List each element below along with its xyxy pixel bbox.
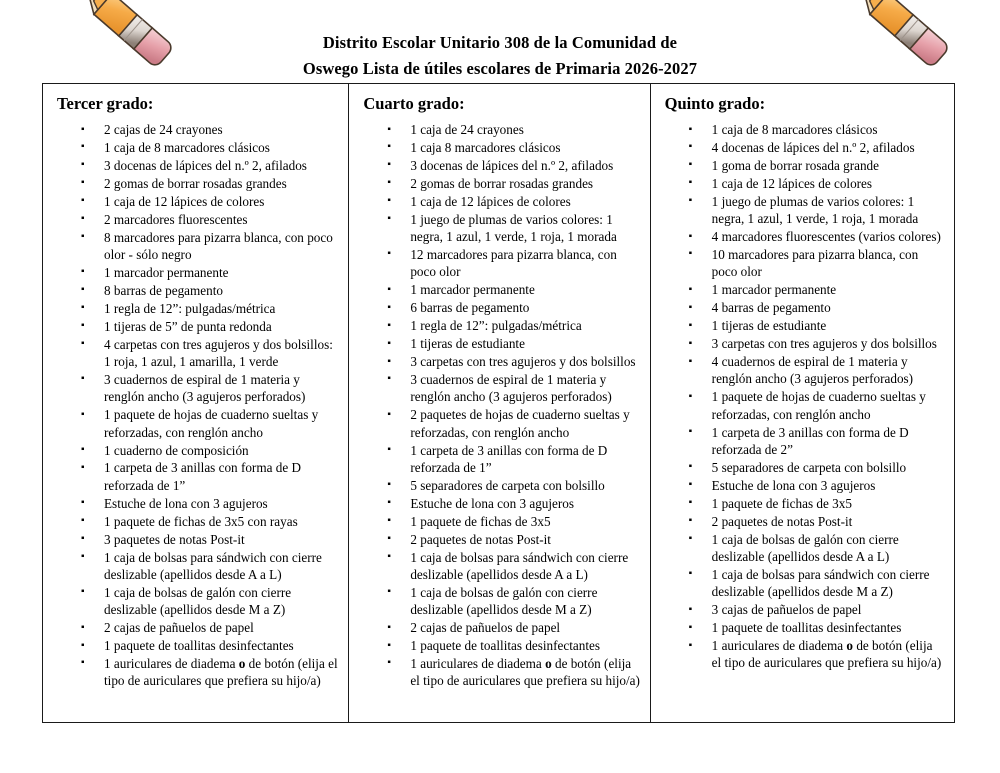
list-item: ▪ 2 cajas de pañuelos de papel <box>387 619 640 636</box>
list-item: ▪ 1 carpeta de 3 anillas con forma de D reforzada de 1” <box>81 459 339 494</box>
grade-column-quinto <box>650 84 954 722</box>
pencil-icon <box>62 0 172 82</box>
document-header <box>0 0 1000 83</box>
title-line-1: Distrito Escolar Unitario 308 de la Comunidad de <box>322 33 678 52</box>
grade-column-cuarto <box>348 84 649 722</box>
list-item: ▪ 1 paquete de toallitas desinfectantes <box>81 637 339 654</box>
list-item: ▪ 1 marcador permanente <box>689 281 945 298</box>
list-item: ▪ 1 caja de 8 marcadores clásicos <box>689 121 945 138</box>
column-title: Cuarto grado: <box>363 94 465 113</box>
list-item: ▪ 1 caja de bolsas para sándwich con cierre deslizable (apellidos desde M a Z) <box>689 566 945 601</box>
supply-items-list <box>358 121 640 690</box>
list-item: ▪ 1 paquete de hojas de cuaderno sueltas y reforzadas, con renglón ancho <box>81 406 339 441</box>
supply-items-list <box>660 121 945 672</box>
list-item: ▪ 1 caja 8 marcadores clásicos <box>387 139 640 156</box>
list-item: ▪ 2 cajas de pañuelos de papel <box>81 619 339 636</box>
list-item: ▪ 2 gomas de borrar rosadas grandes <box>387 175 640 192</box>
list-item: ▪ 1 caja de bolsas de galón con cierre deslizable (apellidos desde A a L) <box>689 531 945 566</box>
list-item: ▪ 1 caja de bolsas para sándwich con cierre deslizable (apellidos desde A a L) <box>81 549 339 584</box>
list-item: ▪ 1 auriculares de diadema o de botón (elija el tipo de auriculares que prefiera su hijo/a) <box>387 655 640 690</box>
page-title <box>180 30 820 82</box>
list-item: ▪ 1 paquete de toallitas desinfectantes <box>387 637 640 654</box>
list-item: ▪ 6 barras de pegamento <box>387 299 640 316</box>
list-item: ▪ 3 cuadernos de espiral de 1 materia y renglón ancho (3 agujeros perforados) <box>81 371 339 406</box>
list-item: ▪ 3 carpetas con tres agujeros y dos bolsillos <box>387 353 640 370</box>
list-item: ▪ 8 barras de pegamento <box>81 282 339 299</box>
supply-items-list <box>52 121 339 690</box>
list-item: ▪ Estuche de lona con 3 agujeros <box>689 477 945 494</box>
list-item: ▪ 1 regla de 12”: pulgadas/métrica <box>387 317 640 334</box>
list-item: ▪ 1 caja de 12 lápices de colores <box>387 193 640 210</box>
list-item: ▪ 1 caja de bolsas para sándwich con cierre deslizable (apellidos desde A a L) <box>387 549 640 584</box>
list-item: ▪ 3 cuadernos de espiral de 1 materia y renglón ancho (3 agujeros perforados) <box>387 371 640 406</box>
list-item: ▪ 10 marcadores para pizarra blanca, con poco olor <box>689 246 945 281</box>
list-item: ▪ 3 docenas de lápices del n.º 2, afilados <box>81 157 339 174</box>
list-item: ▪ 1 caja de bolsas de galón con cierre deslizable (apellidos desde M a Z) <box>387 584 640 619</box>
list-item: ▪ 3 paquetes de notas Post-it <box>81 531 339 548</box>
list-item: ▪ 1 auriculares de diadema o de botón (elija el tipo de auriculares que prefiera su hijo/a) <box>81 655 339 690</box>
list-item: ▪ 1 tijeras de estudiante <box>689 317 945 334</box>
list-item: ▪ 4 docenas de lápices del n.º 2, afilados <box>689 139 945 156</box>
list-item: ▪ 1 marcador permanente <box>387 281 640 298</box>
list-item: ▪ 1 goma de borrar rosada grande <box>689 157 945 174</box>
list-item: ▪ 1 paquete de toallitas desinfectantes <box>689 619 945 636</box>
list-item: ▪ Estuche de lona con 3 agujeros <box>81 495 339 512</box>
list-item: ▪ 1 paquete de fichas de 3x5 con rayas <box>81 513 339 530</box>
list-item: ▪ 1 tijeras de estudiante <box>387 335 640 352</box>
list-item: ▪ 1 marcador permanente <box>81 264 339 281</box>
list-item: ▪ 1 cuaderno de composición <box>81 442 339 459</box>
list-item: ▪ 4 cuadernos de espiral de 1 materia y renglón ancho (3 agujeros perforados) <box>689 353 945 388</box>
list-item: ▪ 3 cajas de pañuelos de papel <box>689 601 945 618</box>
list-item: ▪ 3 docenas de lápices del n.º 2, afilados <box>387 157 640 174</box>
list-item: ▪ 1 regla de 12”: pulgadas/métrica <box>81 300 339 317</box>
list-item: ▪ 3 carpetas con tres agujeros y dos bolsillos <box>689 335 945 352</box>
supply-list-table <box>42 83 955 723</box>
list-item: ▪ 2 paquetes de hojas de cuaderno sueltas y reforzadas, con renglón ancho <box>387 406 640 441</box>
list-item: ▪ 4 barras de pegamento <box>689 299 945 316</box>
list-item: ▪ 1 carpeta de 3 anillas con forma de D reforzada de 2” <box>689 424 945 459</box>
list-item: ▪ 4 carpetas con tres agujeros y dos bolsillos: 1 roja, 1 azul, 1 amarilla, 1 verde <box>81 336 339 371</box>
list-item: ▪ 12 marcadores para pizarra blanca, con poco olor <box>387 246 640 281</box>
list-item: ▪ 1 tijeras de 5” de punta redonda <box>81 318 339 335</box>
list-item: ▪ 2 cajas de 24 crayones <box>81 121 339 138</box>
list-item: ▪ 1 juego de plumas de varios colores: 1 negra, 1 azul, 1 verde, 1 roja, 1 morada <box>387 211 640 246</box>
list-item: ▪ Estuche de lona con 3 agujeros <box>387 495 640 512</box>
column-title: Quinto grado: <box>664 94 766 113</box>
grade-column-tercer <box>43 84 348 722</box>
list-item: ▪ 8 marcadores para pizarra blanca, con poco olor - sólo negro <box>81 229 339 264</box>
list-item: ▪ 1 caja de 8 marcadores clásicos <box>81 139 339 156</box>
list-item: ▪ 2 gomas de borrar rosadas grandes <box>81 175 339 192</box>
list-item: ▪ 5 separadores de carpeta con bolsillo <box>689 459 945 476</box>
list-item: ▪ 1 paquete de hojas de cuaderno sueltas y reforzadas, con renglón ancho <box>689 388 945 423</box>
list-item: ▪ 1 caja de bolsas de galón con cierre deslizable (apellidos desde M a Z) <box>81 584 339 619</box>
list-item: ▪ 2 paquetes de notas Post-it <box>387 531 640 548</box>
list-item: ▪ 1 paquete de fichas de 3x5 <box>387 513 640 530</box>
list-item: ▪ 1 juego de plumas de varios colores: 1 negra, 1 azul, 1 verde, 1 roja, 1 morada <box>689 193 945 228</box>
list-item: ▪ 2 paquetes de notas Post-it <box>689 513 945 530</box>
list-item: ▪ 1 caja de 24 crayones <box>387 121 640 138</box>
list-item: ▪ 5 separadores de carpeta con bolsillo <box>387 477 640 494</box>
list-item: ▪ 1 carpeta de 3 anillas con forma de D reforzada de 1” <box>387 442 640 477</box>
list-item: ▪ 1 paquete de fichas de 3x5 <box>689 495 945 512</box>
list-item: ▪ 4 marcadores fluorescentes (varios colores) <box>689 228 945 245</box>
pencil-icon <box>838 0 948 82</box>
list-item: ▪ 1 caja de 12 lápices de colores <box>689 175 945 192</box>
list-item: ▪ 1 auriculares de diadema o de botón (elija el tipo de auriculares que prefiera su hijo/a) <box>689 637 945 672</box>
title-line-2: Oswego Lista de útiles escolares de Primaria 2026-2027 <box>302 59 698 78</box>
list-item: ▪ 1 caja de 12 lápices de colores <box>81 193 339 210</box>
list-item: ▪ 2 marcadores fluorescentes <box>81 211 339 228</box>
column-title: Tercer grado: <box>57 94 154 113</box>
